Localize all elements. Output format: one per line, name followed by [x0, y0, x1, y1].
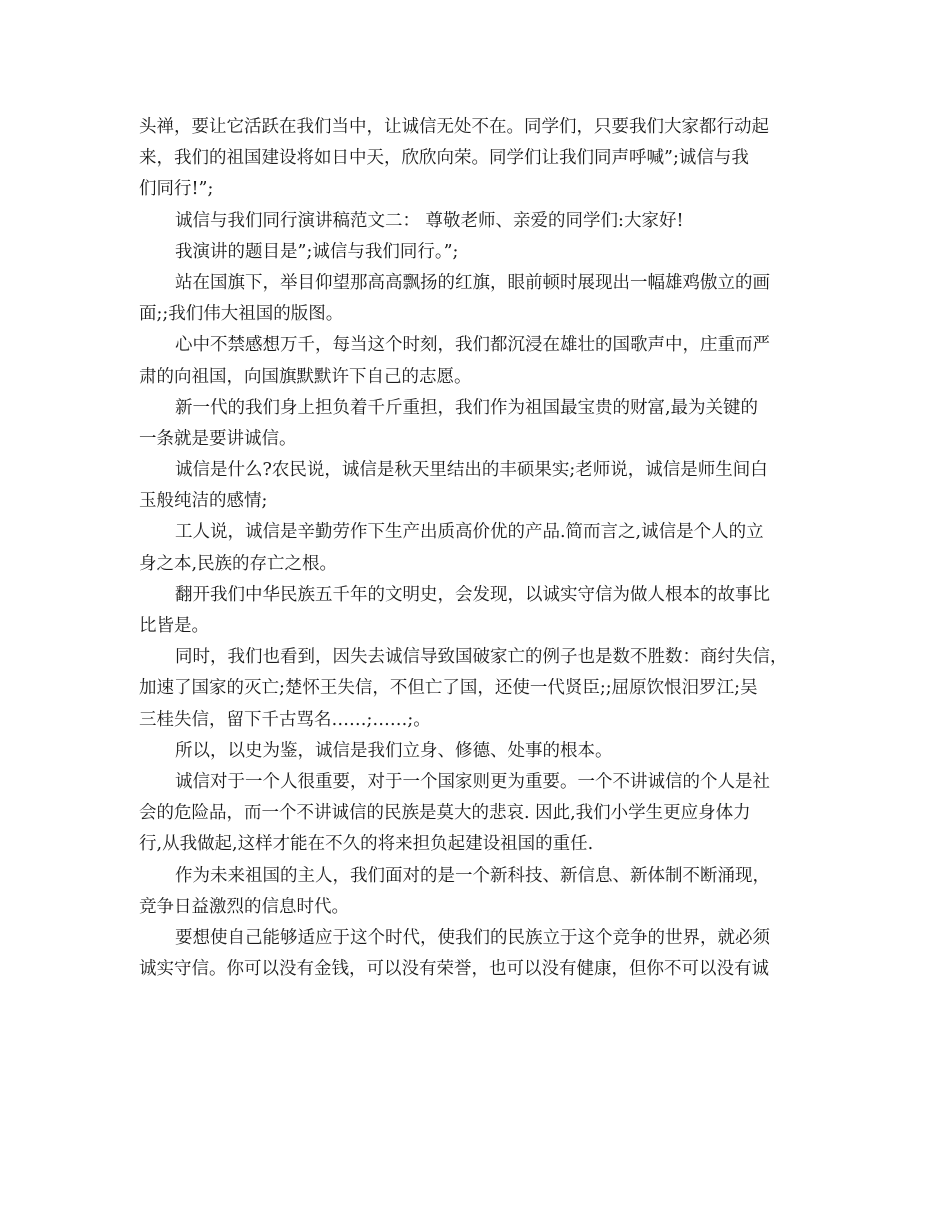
text-line: 要想使自己能够适应于这个时代，使我们的民族立于这个竞争的世界，就必须	[175, 927, 770, 948]
text-line: 诚信是什么?农民说，诚信是秋天里结出的丰硕果实;老师说，诚信是师生间白	[175, 460, 768, 481]
text-line: 来，我们的祖国建设将如日中天，欣欣向荣。同学们让我们同声呼喊”;诚信与我	[139, 148, 749, 169]
document-body	[139, 112, 815, 985]
text-line: 竞争日益激烈的信息时代。	[139, 896, 349, 917]
text-line: 行,从我做起,这样才能在不久的将来担负起建设祖国的重任.	[139, 834, 594, 855]
text-line: 心中不禁感想万千，每当这个时刻，我们都沉浸在雄壮的国歌声中，庄重而严	[175, 335, 770, 356]
text-line: 一条就是要讲诚信。	[139, 428, 297, 449]
text-line: 加速了国家的灭亡;楚怀王失信，不但亡了国，还使一代贤臣;;屈原饮恨汨罗江;吴	[139, 678, 758, 699]
text-line: 我演讲的题目是”;诚信与我们同行。”;	[175, 241, 459, 262]
text-line: 比皆是。	[139, 616, 209, 636]
text-line: 站在国旗下，举目仰望那高高飘扬的红旗，眼前顿时展现出一幅雄鸡傲立的画	[175, 272, 770, 293]
text-line: 会的危险品，而一个不讲诚信的民族是莫大的悲哀. 因此,我们小学生更应身体力	[139, 803, 751, 824]
text-line: 翻开我们中华民族五千年的文明史，会发现，以诚实守信为做人根本的故事比	[175, 584, 770, 605]
text-line: 面;;我们伟大祖国的版图。	[139, 304, 344, 325]
text-line: 所以，以史为鉴，诚信是我们立身、修德、处事的根本。	[175, 740, 613, 761]
text-line: 新一代的我们身上担负着千斤重担，我们作为祖国最宝贵的财富,最为关键的	[175, 397, 759, 418]
text-line: 头禅，要让它活跃在我们当中，让诚信无处不在。同学们，只要我们大家都行动起	[139, 117, 769, 137]
text-line: 工人说，诚信是辛勤劳作下生产出质高价优的产品.简而言之,诚信是个人的立	[175, 522, 764, 543]
text-line: 身之本,民族的存亡之根。	[139, 553, 338, 574]
text-line: 诚信对于一个人很重要，对于一个国家则更为重要。一个不讲诚信的个人是社	[175, 771, 770, 792]
text-line: 玉般纯洁的感情;	[139, 491, 268, 512]
text-line: 同时，我们也看到，因失去诚信导致国破家亡的例子也是数不胜数：商纣失信，	[175, 647, 788, 668]
text-line: 肃的向祖国，向国旗默默许下自己的志愿。	[139, 366, 472, 387]
text-line: 三桂失信，留下千古骂名……;……;。	[139, 709, 431, 730]
text-line: 作为未来祖国的主人，我们面对的是一个新科技、新信息、新体制不断涌现，	[175, 865, 770, 886]
text-line: 诚实守信。你可以没有金钱，可以没有荣誉，也可以没有健康，但你不可以没有诚	[139, 959, 769, 980]
text-line: 诚信与我们同行演讲稿范文二： 尊敬老师、亲爱的同学们:大家好!	[175, 210, 684, 231]
text-line: 们同行!”;	[139, 179, 214, 200]
